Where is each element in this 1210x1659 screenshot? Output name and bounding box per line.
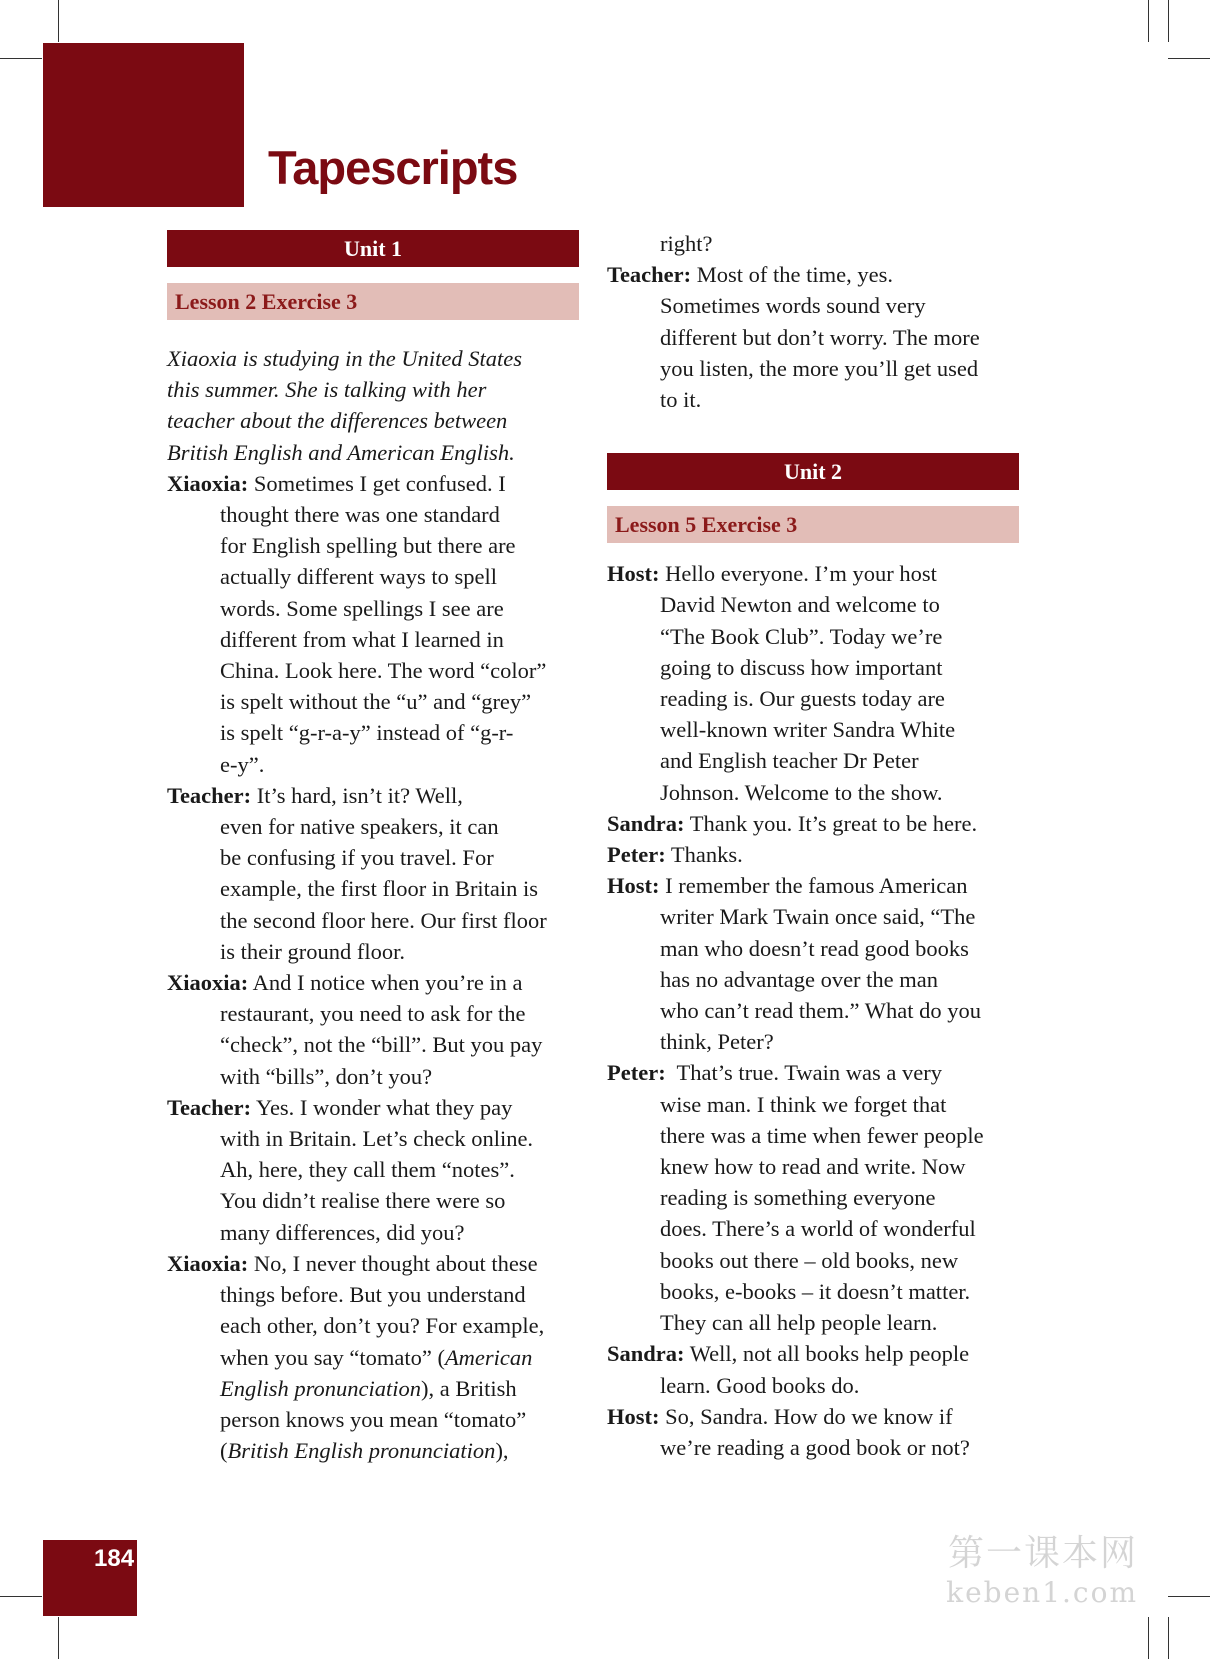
- speech-text: I remember the famous American: [659, 873, 968, 899]
- watermark-en: keben1.com: [946, 1576, 1138, 1609]
- dialogue-line: different but don’t worry. The more: [660, 324, 980, 350]
- dialogue-line: China. Look here. The word “color”: [220, 658, 547, 684]
- dialogue-line: who can’t read them.” What do you: [660, 998, 981, 1024]
- dialogue-line: things before. But you understand: [220, 1282, 526, 1308]
- dialogue-line: [607, 808, 1019, 839]
- dialogue-line: [167, 1092, 579, 1123]
- crop-mark: [1168, 1617, 1169, 1659]
- dialogue-line: [167, 1248, 579, 1279]
- dialogue-line: You didn’t realise there were so: [220, 1188, 506, 1214]
- dialogue-line: e-y”.: [220, 751, 265, 777]
- dialogue-line: [607, 1338, 1019, 1369]
- dialogue-line: going to discuss how important: [660, 654, 943, 680]
- dialogue-line: books out there – old books, new: [660, 1247, 959, 1273]
- text: when you say “tomato” (: [220, 1344, 445, 1370]
- intro-line: teacher about the differences between: [167, 408, 508, 434]
- watermark: [946, 1525, 1138, 1609]
- dialogue-line: is their ground floor.: [220, 938, 405, 964]
- dialogue-line: has no advantage over the man: [660, 966, 939, 992]
- speech-text: So, Sandra. How do we know if: [659, 1403, 953, 1429]
- dialogue-line: [167, 1373, 579, 1404]
- speech-text: Most of the time, yes.: [691, 262, 894, 288]
- speaker-name: Host:: [607, 561, 660, 587]
- dialogue-line: we’re reading a good book or not?: [660, 1434, 970, 1460]
- dialogue-line: [607, 1401, 1019, 1432]
- dialogue-line: [167, 1342, 579, 1373]
- text-italic: American: [444, 1344, 533, 1370]
- dialogue-line: think, Peter?: [660, 1029, 774, 1055]
- dialogue-line: books, e-books – it doesn’t matter.: [660, 1278, 971, 1304]
- crop-mark: [1168, 58, 1210, 59]
- dialogue-line: with “bills”, don’t you?: [220, 1063, 433, 1089]
- dialogue-line: reading is. Our guests today are: [660, 686, 945, 712]
- dialogue-line: person knows you mean “tomato”: [220, 1406, 527, 1432]
- text: ), a British: [421, 1375, 517, 1401]
- speaker-name: Host:: [607, 873, 660, 899]
- speaker-name: Xiaoxia:: [167, 970, 249, 996]
- speech-text: And I notice when you’re in a: [248, 970, 523, 996]
- text: (: [220, 1438, 228, 1464]
- dialogue-line: man who doesn’t read good books: [660, 935, 969, 961]
- speech-text: No, I never thought about these: [248, 1250, 538, 1276]
- crop-mark: [0, 58, 42, 59]
- dialogue-line: reading is something everyone: [660, 1185, 936, 1211]
- dialogue-line: to it.: [660, 387, 702, 413]
- dialogue-line: for English spelling but there are: [220, 533, 516, 559]
- dialogue-line: actually different ways to spell: [220, 564, 497, 590]
- speaker-name: Host:: [607, 1403, 660, 1429]
- speaker-name: Teacher:: [167, 1094, 252, 1120]
- dialogue-line: David Newton and welcome to: [660, 592, 940, 618]
- dialogue-line: the second floor here. Our first floor: [220, 907, 547, 933]
- speech-text: Hello everyone. I’m your host: [659, 561, 937, 587]
- crop-mark: [1168, 0, 1169, 42]
- dialogue-line: does. There’s a world of wonderful: [660, 1216, 976, 1242]
- dialogue-line: restaurant, you need to ask for the: [220, 1001, 526, 1027]
- dialogue-line: thought there was one standard: [220, 502, 500, 528]
- dialogue-line: “The Book Club”. Today we’re: [660, 623, 943, 649]
- intro-line: Xiaoxia is studying in the United States: [167, 346, 522, 371]
- dialogue-line: example, the first floor in Britain is: [220, 876, 539, 902]
- speaker-name: Sandra:: [607, 1341, 685, 1367]
- speaker-name: Sandra:: [607, 810, 685, 836]
- crop-mark: [1168, 1596, 1210, 1597]
- title-color-block: [43, 43, 244, 207]
- dialogue-line: Sometimes words sound very: [660, 293, 926, 319]
- lesson-heading: Lesson 2 Exercise 3: [167, 283, 579, 320]
- dialogue-line: wise man. I think we forget that: [660, 1091, 947, 1117]
- dialogue-line: [607, 839, 1019, 870]
- dialogue-line: learn. Good books do.: [660, 1372, 860, 1398]
- crop-mark: [1148, 0, 1149, 42]
- dialogue-line: is spelt “g-r-a-y” instead of “g-r-: [220, 720, 514, 746]
- dialogue-line: “check”, not the “bill”. But you pay: [220, 1032, 543, 1058]
- speech-text: Yes. I wonder what they pay: [251, 1094, 513, 1120]
- intro-text: [167, 343, 579, 468]
- dialogue-line: each other, don’t you? For example,: [220, 1313, 545, 1339]
- page-number: 184: [94, 1545, 135, 1572]
- dialogue-line: different from what I learned in: [220, 626, 504, 652]
- dialogue-line: [167, 468, 579, 499]
- dialogue-line: Ah, here, they call them “notes”.: [220, 1157, 515, 1183]
- page-title: Tapescripts: [268, 141, 518, 194]
- speaker-name: Xiaoxia:: [167, 1250, 249, 1276]
- unit-heading: Unit 2: [607, 453, 1019, 490]
- speech-text: That’s true. Twain was a very: [665, 1060, 942, 1086]
- speaker-name: Peter:: [607, 1060, 666, 1086]
- text-italic: British English pronunciation: [227, 1438, 496, 1464]
- intro-line: this summer. She is talking with her: [167, 377, 487, 403]
- dialogue: [607, 558, 1019, 1463]
- dialogue-line: writer Mark Twain once said, “The: [660, 904, 976, 930]
- crop-mark: [0, 1596, 42, 1597]
- dialogue-line: [607, 558, 1019, 589]
- dialogue-line: right?: [660, 231, 713, 256]
- dialogue-line: [607, 1057, 1019, 1088]
- dialogue-line: [167, 1435, 579, 1466]
- dialogue: [167, 468, 579, 1342]
- intro-line: British English and American English.: [167, 439, 515, 465]
- speech-text: Sometimes I get confused. I: [248, 470, 506, 496]
- right-column: [607, 228, 1019, 1463]
- dialogue-line: even for native speakers, it can: [220, 814, 499, 840]
- crop-mark: [1148, 1617, 1149, 1659]
- dialogue-line: knew how to read and write. Now: [660, 1154, 966, 1180]
- dialogue-line: [167, 967, 579, 998]
- lesson-heading: Lesson 5 Exercise 3: [607, 506, 1019, 543]
- dialogue-line: be confusing if you travel. For: [220, 845, 494, 871]
- dialogue-line: [607, 259, 1019, 290]
- crop-mark: [58, 1617, 59, 1659]
- unit-heading: Unit 1: [167, 230, 579, 267]
- dialogue-line: words. Some spellings I see are: [220, 595, 504, 621]
- dialogue-line: well-known writer Sandra White: [660, 717, 956, 743]
- speech-text: It’s hard, isn’t it? Well,: [251, 782, 463, 808]
- dialogue-line: [607, 870, 1019, 901]
- speaker-name: Teacher:: [167, 782, 252, 808]
- speech-text: Thanks.: [665, 842, 743, 868]
- dialogue-line: and English teacher Dr Peter: [660, 748, 919, 774]
- dialogue-line: is spelt without the “u” and “grey”: [220, 689, 532, 715]
- dialogue-line: Johnson. Welcome to the show.: [660, 779, 943, 805]
- speaker-name: Peter:: [607, 842, 666, 868]
- speech-text: Well, not all books help people: [684, 1341, 970, 1367]
- speech-text: Thank you. It’s great to be here.: [684, 810, 978, 836]
- dialogue: [607, 228, 1019, 415]
- speaker-name: Teacher:: [607, 262, 692, 288]
- speaker-name: Xiaoxia:: [167, 470, 249, 496]
- dialogue-line: you listen, the more you’ll get used: [660, 355, 979, 381]
- dialogue-line: [167, 780, 579, 811]
- watermark-cn: 第一课本网: [947, 1533, 1138, 1574]
- text-italic: English pronunciation: [220, 1375, 422, 1401]
- dialogue-line: They can all help people learn.: [660, 1310, 938, 1336]
- dialogue-line: many differences, did you?: [220, 1219, 465, 1245]
- dialogue-line: there was a time when fewer people: [660, 1122, 984, 1148]
- left-column: [167, 230, 579, 1466]
- crop-mark: [58, 0, 59, 42]
- text: ),: [495, 1438, 509, 1464]
- dialogue-line: with in Britain. Let’s check online.: [220, 1126, 534, 1152]
